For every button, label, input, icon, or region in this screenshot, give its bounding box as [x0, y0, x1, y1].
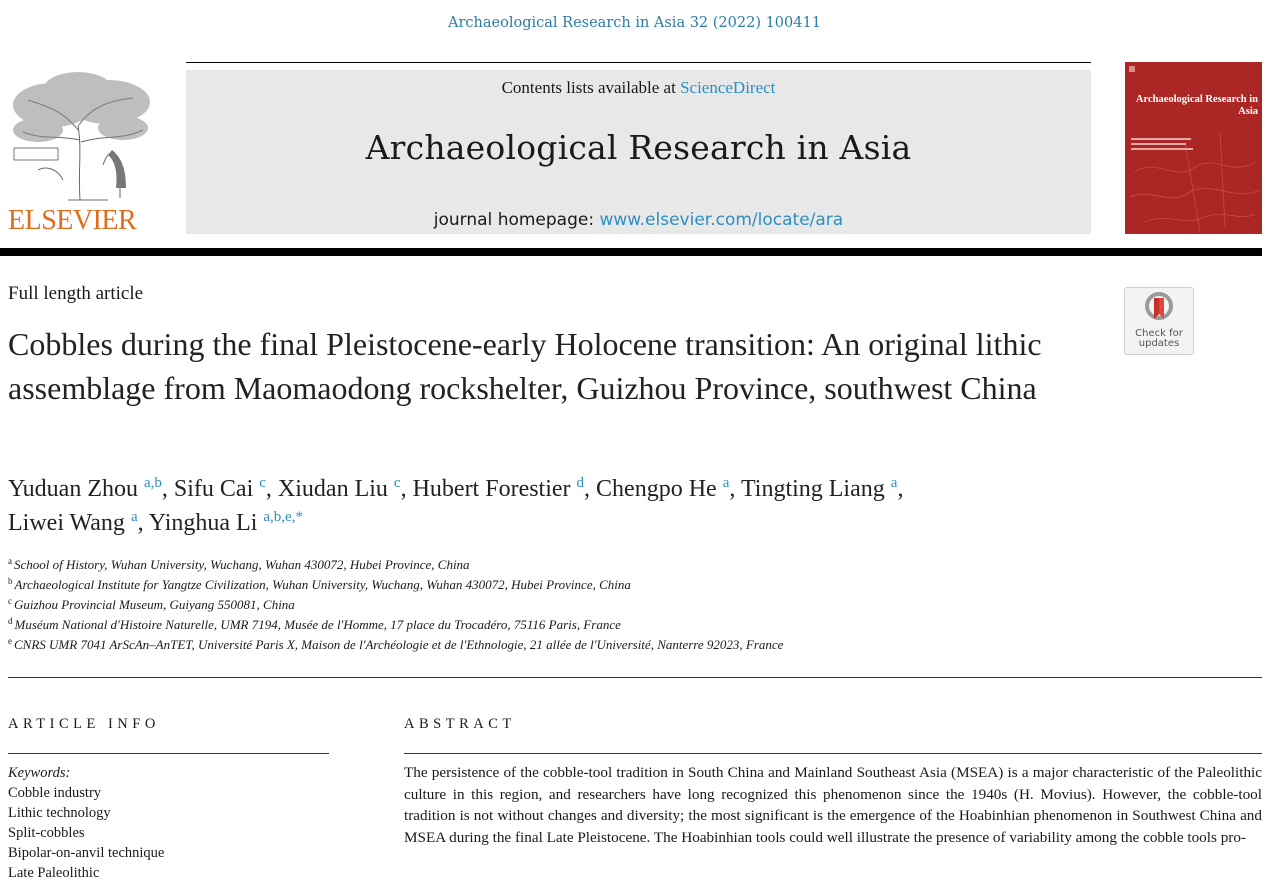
author-name[interactable]: Sifu Cai — [173, 476, 254, 502]
affiliation-text: School of History, Wuhan University, Wuchang, Wuhan 430072, Hubei Province, China — [14, 557, 470, 572]
keywords-label: Keywords: — [8, 765, 71, 781]
author-affiliation-marker[interactable]: a,b — [143, 475, 162, 491]
affiliation-item — [8, 555, 783, 575]
keyword-item: Split-cobbles — [8, 825, 85, 841]
affiliation-text: Archaeological Institute for Yangtze Civilization, Wuhan University, Wuchang, Wuhan 430072, Hubei Province, China — [14, 577, 631, 592]
abstract-rule — [404, 753, 1262, 754]
author-affiliation-marker[interactable]: a — [722, 475, 730, 491]
author-name[interactable]: Liwei Wang — [8, 510, 125, 536]
elsevier-wordmark: ELSEVIER — [8, 205, 137, 236]
affiliation-key: b — [8, 576, 13, 586]
abstract-heading: ABSTRACT — [404, 716, 516, 732]
affiliation-item — [8, 595, 783, 615]
article-info-heading: ARTICLE INFO — [8, 716, 160, 732]
contents-line — [186, 78, 1091, 98]
check-updates-label: Check for updates — [1135, 328, 1183, 349]
keyword-item: Bipolar-on-anvil technique — [8, 845, 165, 861]
author-name[interactable]: Yinghua Li — [148, 510, 258, 536]
article-type: Full length article — [8, 283, 144, 304]
author-name[interactable]: Xiudan Liu — [277, 476, 388, 502]
author-affiliation-marker[interactable]: d — [576, 475, 585, 491]
affiliation-key: e — [8, 636, 12, 646]
contents-prefix: Contents lists available at — [501, 78, 681, 97]
keyword-item: Late Paleolithic — [8, 865, 100, 881]
journal-cover-thumbnail[interactable] — [1125, 62, 1262, 234]
crossmark-icon — [1145, 292, 1173, 326]
author-affiliation-marker[interactable]: a,b,e,* — [263, 509, 303, 525]
article-info-rule — [8, 753, 329, 754]
author-name[interactable]: Chengpo He — [596, 476, 717, 502]
affiliation-key: d — [8, 616, 13, 626]
header-divider — [0, 248, 1262, 256]
journal-homepage-link[interactable]: www.elsevier.com/locate/ara — [599, 210, 844, 230]
header-rule — [186, 62, 1091, 63]
author-affiliation-marker[interactable]: a — [130, 509, 138, 525]
journal-citation[interactable]: Archaeological Research in Asia 32 (2022) 100411 — [448, 15, 821, 31]
cover-map-icon — [1125, 62, 1262, 234]
keywords-block — [8, 763, 164, 883]
author-affiliation-marker[interactable]: c — [393, 475, 401, 491]
abstract-text: The persistence of the cobble-tool tradition in South China and Mainland Southeast Asia (MSEA) is a major characteristic of the Paleolithic culture in this region, and researchers have long recognized this phenomenon since the 1940s (H. Movius). However, the cobble-tool tradition is not without changes and diversity; the most significant is the emergence of the Hoabinhian phenomenon in Southwest China and MSEA during the final Late Pleistocene. The Hoabinhian tools could well illustrate the presence of variability among the cobble tools pro- — [404, 764, 1262, 846]
author-name[interactable]: Hubert Forestier — [412, 476, 571, 502]
affiliation-text: Muséum National d'Histoire Naturelle, UMR 7194, Musée de l'Homme, 17 place du Trocadéro, 75116 Paris, France — [14, 617, 621, 632]
section-rule — [8, 677, 1262, 678]
author-affiliation-marker[interactable]: a — [890, 475, 898, 491]
affiliation-key: c — [8, 596, 12, 606]
affiliation-item — [8, 615, 783, 635]
affiliation-item — [8, 575, 783, 595]
affiliation-item — [8, 635, 783, 655]
homepage-prefix: journal homepage: — [433, 210, 600, 230]
journal-title: Archaeological Research in Asia — [365, 128, 912, 167]
author-list: Yuduan Zhou $^{a,b}$, Sifu Cai $^c$, Xiudan Liu $^c$, Hubert Forestier $^d$, Chengpo He $^a$, Tingting Liang $^a$, Liwei Wang $^a$, Yinghua Li $^{a,b,e,*}$ — [8, 475, 904, 536]
author-affiliation-marker[interactable]: c — [259, 475, 266, 491]
keywords-list — [8, 783, 164, 883]
check-for-updates-button[interactable] — [1124, 287, 1194, 355]
author-name[interactable]: Yuduan Zhou — [8, 476, 138, 502]
keyword-item: Cobble industry — [8, 785, 102, 801]
cover-journal-title: Archaeological Research in Asia — [1135, 94, 1258, 117]
keyword-item: Lithic technology — [8, 805, 111, 821]
affiliation-list — [8, 555, 783, 655]
homepage-line — [186, 210, 1091, 230]
author-name[interactable]: Tingting Liang — [740, 476, 885, 502]
affiliation-text: Guizhou Provincial Museum, Guiyang 550081, China — [14, 597, 295, 612]
sciencedirect-link[interactable]: ScienceDirect — [680, 78, 776, 97]
affiliation-key: a — [8, 556, 12, 566]
elsevier-tree-icon — [8, 70, 153, 205]
article-title: Cobbles during the final Pleistocene-early Holocene transition: An original lithic assemblage from Maomaodong rockshelter, Guizhou Province, southwest China — [8, 326, 1042, 406]
affiliation-text: CNRS UMR 7041 ArScAn–AnTET, Université Paris X, Maison de l'Archéologie et de l'Ethnologie, 21 allée de l'Université, Nanterre 92023, France — [14, 637, 784, 652]
